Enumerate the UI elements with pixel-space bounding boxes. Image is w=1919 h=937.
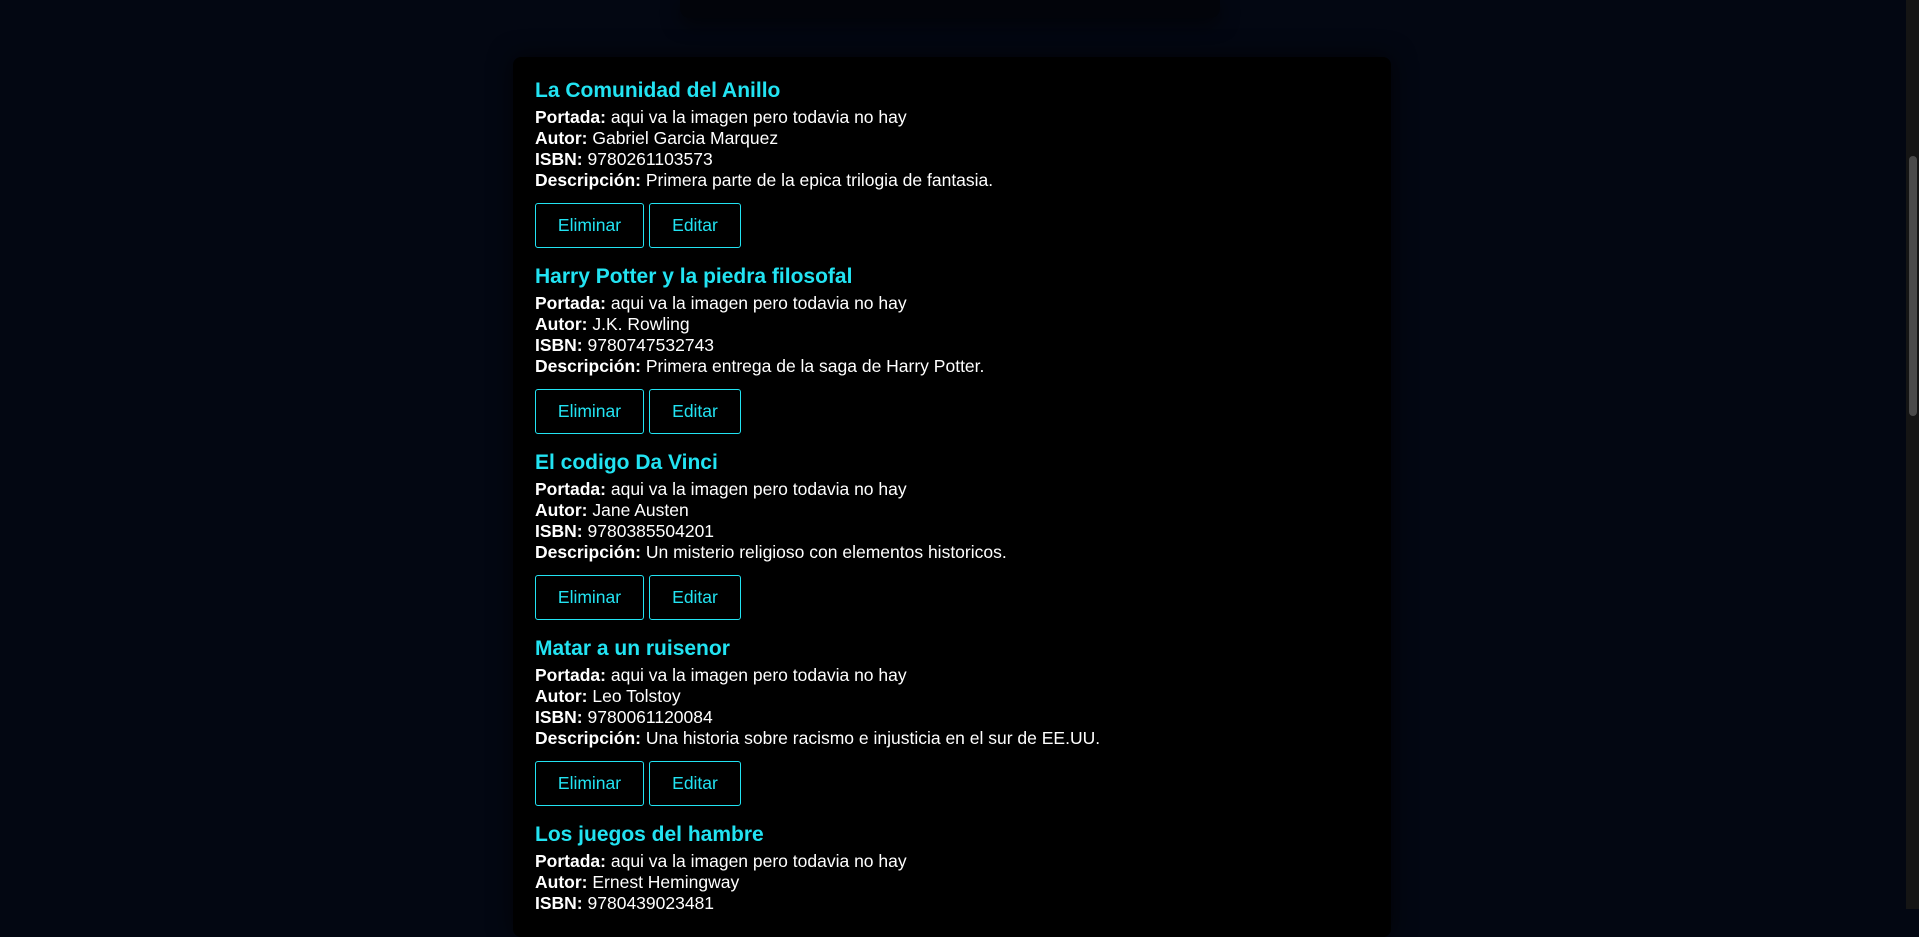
portada-value: aqui va la imagen pero todavia no hay: [610, 851, 907, 871]
edit-button[interactable]: Editar: [649, 203, 741, 248]
autor-value: Gabriel Garcia Marquez: [592, 128, 779, 148]
book-actions: [535, 761, 1375, 806]
portada-value: aqui va la imagen pero todavia no hay: [610, 107, 907, 127]
scrollbar-thumb[interactable]: [1909, 156, 1917, 416]
book-descripcion: [535, 542, 1375, 563]
autor-value: J.K. Rowling: [592, 314, 690, 334]
book-descripcion: [535, 356, 1375, 377]
edit-button[interactable]: Editar: [649, 389, 741, 434]
autor-value: Leo Tolstoy: [592, 686, 681, 706]
portada-label: Portada:: [535, 479, 606, 499]
book-card: [535, 449, 1375, 620]
descripcion-value: Primera parte de la epica trilogia de fantasia.: [645, 170, 994, 190]
autor-label: Autor:: [535, 872, 588, 892]
book-autor: [535, 500, 1375, 521]
book-portada: [535, 665, 1375, 686]
portada-label: Portada:: [535, 665, 606, 685]
book-autor: [535, 872, 1375, 893]
isbn-label: ISBN:: [535, 707, 583, 727]
portada-value: aqui va la imagen pero todavia no hay: [610, 479, 907, 499]
descripcion-value: Un misterio religioso con elementos historicos.: [645, 542, 1007, 562]
autor-label: Autor:: [535, 500, 588, 520]
book-title: La Comunidad del Anillo: [535, 79, 781, 102]
book-card: [535, 263, 1375, 434]
descripcion-label: Descripción:: [535, 542, 641, 562]
portada-label: Portada:: [535, 293, 606, 313]
book-isbn: [535, 521, 1375, 542]
book-isbn: [535, 893, 1375, 914]
page-scrollbar[interactable]: [1906, 0, 1919, 909]
portada-label: Portada:: [535, 851, 606, 871]
portada-value: aqui va la imagen pero todavia no hay: [610, 665, 907, 685]
book-isbn: [535, 149, 1375, 170]
isbn-label: ISBN:: [535, 149, 583, 169]
descripcion-value: Una historia sobre racismo e injusticia en el sur de EE.UU.: [645, 728, 1101, 748]
book-autor: [535, 314, 1375, 335]
isbn-label: ISBN:: [535, 335, 583, 355]
descripcion-label: Descripción:: [535, 170, 641, 190]
autor-value: Ernest Hemingway: [592, 872, 740, 892]
delete-button[interactable]: Eliminar: [535, 389, 644, 434]
book-list: [513, 57, 1391, 937]
isbn-value: 9780061120084: [587, 707, 713, 727]
book-actions: [535, 203, 1375, 248]
book-portada: [535, 293, 1375, 314]
isbn-label: ISBN:: [535, 893, 583, 913]
book-descripcion: [535, 728, 1375, 749]
delete-button[interactable]: Eliminar: [535, 575, 644, 620]
edit-button[interactable]: Editar: [649, 575, 741, 620]
top-panel: [680, 0, 1220, 18]
book-portada: [535, 107, 1375, 128]
book-card: [535, 635, 1375, 806]
isbn-label: ISBN:: [535, 521, 583, 541]
delete-button[interactable]: Eliminar: [535, 203, 644, 248]
book-portada: [535, 851, 1375, 872]
isbn-value: 9780439023481: [587, 893, 715, 913]
delete-button[interactable]: Eliminar: [535, 761, 644, 806]
autor-value: Jane Austen: [592, 500, 689, 520]
portada-label: Portada:: [535, 107, 606, 127]
autor-label: Autor:: [535, 314, 588, 334]
book-descripcion: [535, 170, 1375, 191]
book-actions: [535, 389, 1375, 434]
book-isbn: [535, 335, 1375, 356]
book-title: El codigo Da Vinci: [535, 451, 718, 474]
isbn-value: 9780385504201: [587, 521, 715, 541]
descripcion-label: Descripción:: [535, 728, 641, 748]
autor-label: Autor:: [535, 686, 588, 706]
book-title: Matar a un ruisenor: [535, 637, 730, 660]
autor-label: Autor:: [535, 128, 588, 148]
isbn-value: 9780261103573: [587, 149, 713, 169]
edit-button[interactable]: Editar: [649, 761, 741, 806]
book-title: Los juegos del hambre: [535, 823, 764, 846]
book-actions: [535, 575, 1375, 620]
portada-value: aqui va la imagen pero todavia no hay: [610, 293, 907, 313]
book-card: [535, 77, 1375, 248]
book-autor: [535, 128, 1375, 149]
book-card: [535, 821, 1375, 914]
book-autor: [535, 686, 1375, 707]
isbn-value: 9780747532743: [587, 335, 715, 355]
book-portada: [535, 479, 1375, 500]
book-title: Harry Potter y la piedra filosofal: [535, 265, 853, 288]
descripcion-label: Descripción:: [535, 356, 641, 376]
book-isbn: [535, 707, 1375, 728]
descripcion-value: Primera entrega de la saga de Harry Potter.: [645, 356, 985, 376]
